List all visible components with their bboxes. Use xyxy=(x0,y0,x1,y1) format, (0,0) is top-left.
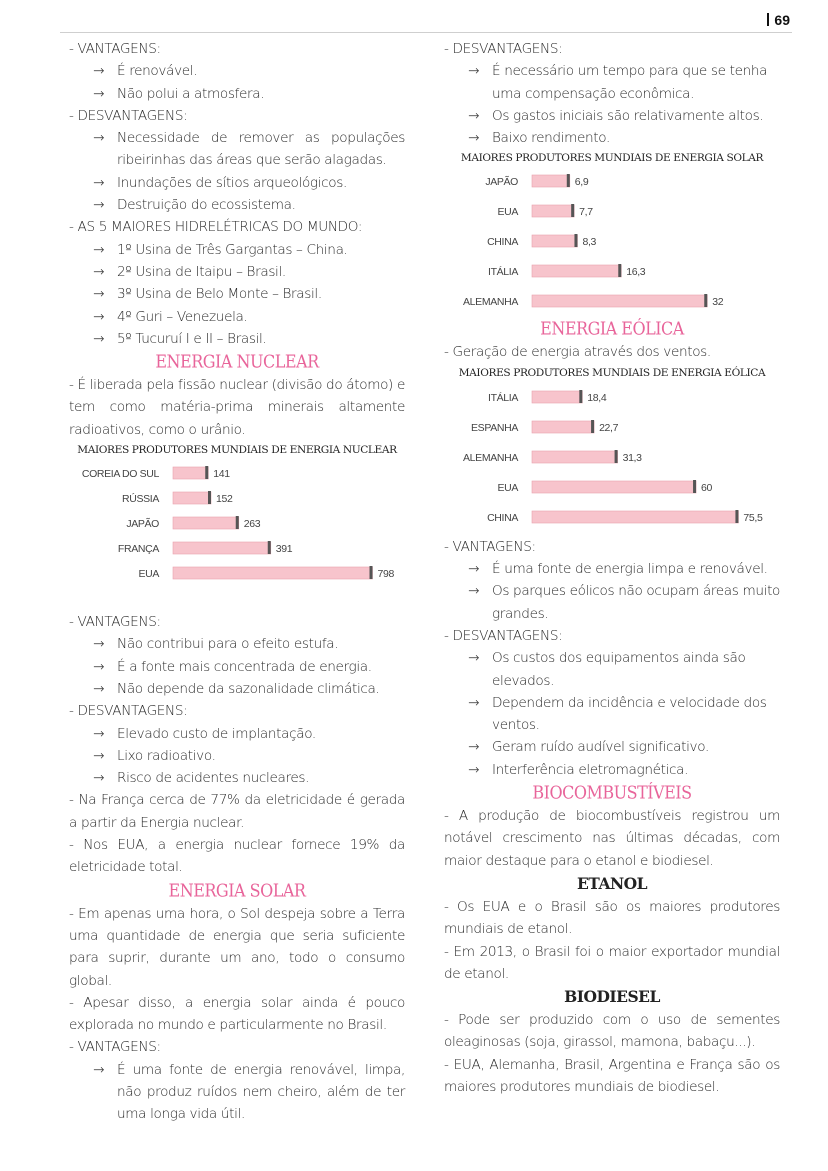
arrow-icon: → xyxy=(468,739,480,756)
chart-title-nuclear: MAIORES PRODUTORES MUNDIAIS DE ENERGIA NUCLEAR xyxy=(77,444,397,457)
bar-edge xyxy=(591,420,594,433)
list-item: → 2º Usina de Itaipu – Brasil. xyxy=(93,261,405,283)
list-item: → Os parques eólicos não ocupam áreas muito grandes. xyxy=(468,580,780,625)
category-label: ITÁLIA xyxy=(488,391,518,404)
solar-paragraph-1: - Em apenas uma hora, o Sol despeja sobre a Terra uma quantidade de energia que seria suficiente para suprir, durante um ano, todo o consumo global. xyxy=(69,905,405,989)
arrow-icon: → xyxy=(468,107,480,124)
bar xyxy=(532,391,582,403)
solar-paragraph-2: - Apesar disso, a energia solar ainda é pouco explorada no mundo e particularmente no Brasil. xyxy=(69,994,405,1034)
eua-paragraph: - Nos EUA, a energia nuclear fornece 19% da eletricidade total. xyxy=(69,837,405,876)
section-title-eolica: ENERGIA EÓLICA xyxy=(540,318,684,340)
etanol-paragraph-1: - Os EUA e o Brasil são os maiores produtores mundiais de etanol. xyxy=(444,898,780,938)
arrow-icon: → xyxy=(93,1061,105,1078)
arrow-icon: → xyxy=(93,725,105,742)
list-item: → 1º Usina de Três Gargantas – China. xyxy=(93,239,405,261)
data-label: 16,3 xyxy=(626,266,646,279)
data-label: 60 xyxy=(701,481,713,494)
arrow-icon: → xyxy=(468,761,480,778)
data-label: 798 xyxy=(377,568,394,581)
category-label: EUA xyxy=(138,568,159,581)
hidro-desvantagens-label: - DESVANTAGENS: xyxy=(69,107,188,124)
eolica-vantagens-label: - VANTAGENS: xyxy=(444,538,536,555)
list-item: → É a fonte mais concentrada de energia. xyxy=(93,656,405,678)
bar xyxy=(532,265,621,277)
section-title-nuclear: ENERGIA NUCLEAR xyxy=(155,351,319,373)
category-label: JAPÃO xyxy=(126,518,159,531)
list-item: → 4º Guri – Venezuela. xyxy=(93,306,405,328)
list-item: → Dependem da incidência e velocidade dos ventos. xyxy=(468,692,780,737)
biodiesel-paragraph-1: - Pode ser produzido com o uso de sementes oleaginosas (soja, girassol, mamona, babaçu...). xyxy=(444,1012,780,1051)
chart-title-solar: MAIORES PRODUTORES MUNDIAIS DE ENERGIA SOLAR xyxy=(460,152,764,165)
arrow-icon: → xyxy=(93,658,105,675)
bar-edge xyxy=(735,510,738,523)
arrow-icon: → xyxy=(93,263,105,280)
header-rule xyxy=(60,32,792,33)
category-label: ESPANHA xyxy=(471,421,518,434)
section-title-etanol: ETANOL xyxy=(576,873,648,893)
category-label: ITÁLIA xyxy=(488,266,518,279)
data-label: 22,7 xyxy=(599,421,619,434)
data-label: 141 xyxy=(213,468,230,481)
arrow-icon: → xyxy=(93,770,105,787)
nuclear-intro: - É liberada pela fissão nuclear (divisão do átomo) e tem como matéria-prima minerais altamente radioativos, como o urânio. xyxy=(69,377,405,438)
list-item: → Necessidade de remover as populações ribeirinhas das áreas que serão alagadas. xyxy=(93,127,405,172)
chart-nuclear xyxy=(69,459,405,611)
list-item: → É uma fonte de energia renovável, limpa, não produz ruídos nem cheiro, além de ter uma longa vida útil. xyxy=(93,1059,405,1126)
bar-edge xyxy=(370,566,373,579)
data-label: 31,3 xyxy=(622,451,642,464)
left-column xyxy=(69,38,405,1126)
data-label: 152 xyxy=(216,493,233,506)
bar-edge xyxy=(693,480,696,493)
bar xyxy=(173,517,239,529)
list-item: → 5º Tucuruí I e II – Brasil. xyxy=(93,328,405,350)
bar xyxy=(532,235,577,247)
bar-edge xyxy=(268,541,271,554)
data-label: 7,7 xyxy=(579,206,593,219)
bar-edge xyxy=(704,294,707,307)
arrow-icon: → xyxy=(93,197,105,214)
bar-edge xyxy=(571,204,574,217)
bar xyxy=(532,481,696,493)
bar-edge xyxy=(574,234,577,247)
list-item: → Elevado custo de implantação. xyxy=(93,723,405,745)
arrow-icon: → xyxy=(93,308,105,325)
arrow-icon: → xyxy=(93,747,105,764)
bar xyxy=(532,451,618,463)
category-label: JAPÃO xyxy=(485,176,518,189)
category-label: ALEMANHA xyxy=(463,296,518,309)
arrow-icon: → xyxy=(93,636,105,653)
bar xyxy=(173,567,373,579)
list-item: → Destruição do ecossistema. xyxy=(93,194,405,216)
biodiesel-paragraph-2: - EUA, Alemanha, Brasil, Argentina e França são os maiores produtores mundiais de biodiesel. xyxy=(444,1056,780,1096)
list-item: → Os gastos iniciais são relativamente altos. xyxy=(468,105,780,127)
list-item: → Lixo radioativo. xyxy=(93,745,405,767)
bio-paragraph: - A produção de biocombustíveis registrou um notável crescimento nas últimas décadas, com maior destaque para o etanol e biodiesel. xyxy=(444,808,780,869)
list-item: → Interferência eletromagnética. xyxy=(468,759,780,781)
arrow-icon: → xyxy=(93,241,105,258)
list-item: → 3º Usina de Belo Monte – Brasil. xyxy=(93,283,405,305)
bar xyxy=(532,295,707,307)
data-label: 263 xyxy=(243,518,261,531)
solar-desvantagens-label: - DESVANTAGENS: xyxy=(444,41,563,57)
category-label: ALEMANHA xyxy=(463,451,518,464)
category-label: EUA xyxy=(497,481,518,494)
list-item: → Não polui a atmosfera. xyxy=(93,83,405,105)
arrow-icon: → xyxy=(468,583,480,600)
arrow-icon: → xyxy=(468,130,480,147)
etanol-paragraph-2: - Em 2013, o Brasil foi o maior exportador mundial de etanol. xyxy=(444,943,780,982)
list-item: → Inundações de sítios arqueológicos. xyxy=(93,172,405,194)
eolica-desvantagens-label: - DESVANTAGENS: xyxy=(444,627,563,644)
bar xyxy=(532,205,574,217)
category-label: RÚSSIA xyxy=(122,493,159,506)
arrow-icon: → xyxy=(468,694,480,711)
arrow-icon: → xyxy=(93,130,105,147)
nuclear-desvantagens-label: - DESVANTAGENS: xyxy=(69,703,188,720)
bar xyxy=(173,492,211,504)
arrow-icon: → xyxy=(93,680,105,697)
chart-title-eolica: MAIORES PRODUTORES MUNDIAIS DE ENERGIA EÓLICA xyxy=(458,366,766,379)
list-item: → Não depende da sazonalidade climática. xyxy=(93,678,405,700)
bar-edge xyxy=(208,491,211,504)
data-label: 18,4 xyxy=(587,391,607,404)
category-label: CHINA xyxy=(487,511,518,524)
arrow-icon: → xyxy=(93,85,105,102)
bar xyxy=(532,175,570,187)
arrow-icon: → xyxy=(468,561,480,578)
category-label: COREIA DO SUL xyxy=(81,468,159,481)
list-item: → É necessário um tempo para que se tenha uma compensação econômica. xyxy=(468,60,780,105)
nuclear-vantagens-label: - VANTAGENS: xyxy=(69,614,161,631)
hidro-vantagens-label: - VANTAGENS: xyxy=(69,41,161,57)
bar-edge xyxy=(579,390,582,403)
data-label: 391 xyxy=(275,543,293,556)
category-label: CHINA xyxy=(487,236,518,249)
bar-edge xyxy=(567,174,570,187)
bar xyxy=(532,511,738,523)
bar-edge xyxy=(205,466,208,479)
bar xyxy=(173,542,271,554)
category-label: FRANÇA xyxy=(117,543,159,556)
chart-eolica xyxy=(444,382,780,536)
arrow-icon: → xyxy=(93,174,105,191)
franca-paragraph: - Na França cerca de 77% da eletricidade é gerada a partir da Energia nuclear. xyxy=(69,792,405,831)
category-label: EUA xyxy=(497,206,518,219)
section-title-biocombustiveis: BIOCOMBUSTÍVEIS xyxy=(532,782,692,803)
list-item: → Geram ruído audível significativo. xyxy=(468,736,780,758)
list-item: → Baixo rendimento. xyxy=(468,127,780,149)
data-label: 8,3 xyxy=(582,236,597,249)
bar-edge xyxy=(236,516,239,529)
arrow-icon: → xyxy=(468,650,480,667)
list-item: → Não contribui para o efeito estufa. xyxy=(93,633,405,655)
data-label: 6,9 xyxy=(574,176,589,189)
arrow-icon: → xyxy=(93,330,105,347)
bar xyxy=(532,421,594,433)
list-item: → É uma fonte de energia limpa e renovável. xyxy=(468,558,780,580)
list-item: → Os custos dos equipamentos ainda são elevados. xyxy=(468,647,780,692)
solar-vantagens-label: - VANTAGENS: xyxy=(69,1039,161,1056)
eolica-intro: - Geração de energia através dos ventos. xyxy=(444,344,711,361)
data-label: 75,5 xyxy=(743,511,763,524)
list-item: → Risco de acidentes nucleares. xyxy=(93,767,405,789)
hidreletricas-label: - AS 5 MAIORES HIDRELÉTRICAS DO MUNDO: xyxy=(69,219,363,236)
arrow-icon: → xyxy=(93,286,105,303)
page-number: 69 xyxy=(767,12,790,28)
section-title-solar: ENERGIA SOLAR xyxy=(168,879,306,901)
right-column xyxy=(444,38,780,1098)
bar-edge xyxy=(615,450,618,463)
chart-solar xyxy=(444,167,780,317)
arrow-icon: → xyxy=(468,63,480,80)
bar xyxy=(173,467,208,479)
section-title-biodiesel: BIODIESEL xyxy=(564,987,660,1007)
data-label: 32 xyxy=(712,296,724,309)
list-item: → É renovável. xyxy=(93,60,405,82)
arrow-icon: → xyxy=(93,63,105,80)
bar-edge xyxy=(618,264,621,277)
